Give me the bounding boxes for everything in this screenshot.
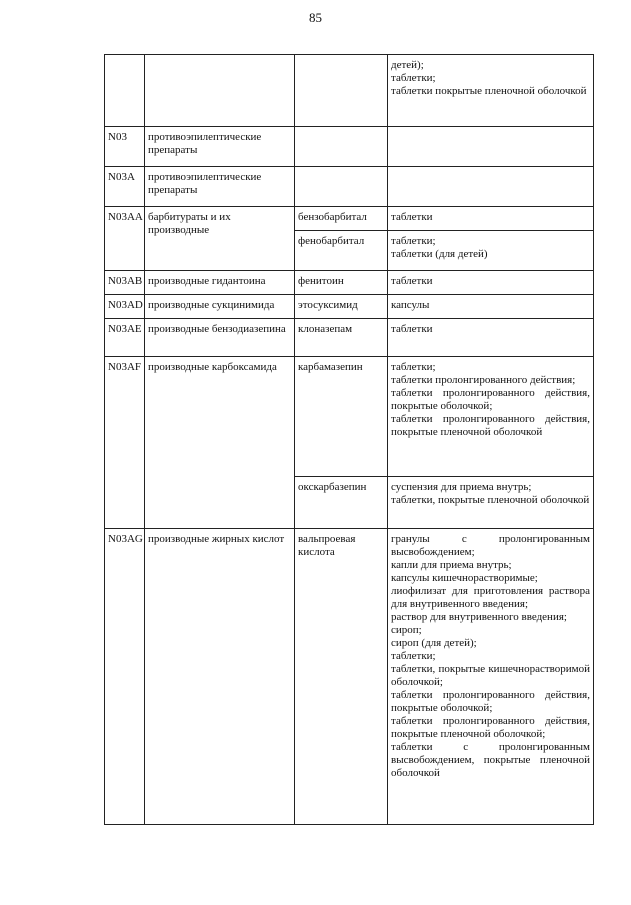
dosage-form: таблетки пролонгированного действия, покрытые оболочкой; <box>391 387 590 412</box>
table-row <box>105 271 594 295</box>
atc-code-cell <box>105 55 145 127</box>
substance-cell: этосуксимид <box>295 295 388 319</box>
dosage-form: таблетки пролонгированного действия, покрытые пленочной оболочкой <box>391 413 590 438</box>
dosage-form: таблетки, покрытые пленочной оболочкой <box>391 494 590 506</box>
dosage-form: капсулы кишечнорастворимые; <box>391 572 538 584</box>
group-cell: противоэпилептические препараты <box>145 167 295 207</box>
group-cell: производные сукцинимида <box>145 295 295 319</box>
dosage-form: таблетки; <box>391 72 436 84</box>
dosage-form: таблетки <box>391 275 433 287</box>
dosage-forms-cell <box>388 271 594 295</box>
dosage-forms-cell <box>388 207 594 231</box>
substance-cell: бензобарбитал <box>295 207 388 231</box>
atc-code-cell: N03A <box>105 167 145 207</box>
table-row <box>105 529 594 825</box>
table-row <box>105 127 594 167</box>
dosage-form: таблетки пролонгированного действия; <box>391 374 576 386</box>
atc-code-cell: N03AF <box>105 357 145 529</box>
group-cell: барбитураты и их производные <box>145 207 295 271</box>
substance-cell <box>295 167 388 207</box>
dosage-form: таблетки с пролонгированным высвобождением, покрытые пленочной оболочкой <box>391 741 590 779</box>
dosage-form: таблетки; <box>391 650 436 662</box>
atc-code-cell: N03 <box>105 127 145 167</box>
group-cell: производные карбоксамида <box>145 357 295 529</box>
dosage-form: детей); <box>391 59 424 71</box>
drug-table <box>104 54 594 825</box>
substance-cell <box>295 127 388 167</box>
dosage-form: таблетки пролонгированного действия, покрытые оболочкой; <box>391 689 590 714</box>
dosage-form: таблетки покрытые пленочной оболочкой <box>391 85 587 97</box>
group-cell <box>145 55 295 127</box>
atc-code-cell: N03AE <box>105 319 145 357</box>
dosage-forms-cell <box>388 127 594 167</box>
atc-code-cell: N03AB <box>105 271 145 295</box>
table-row <box>105 295 594 319</box>
dosage-forms-cell <box>388 477 594 529</box>
atc-code-cell: N03AG <box>105 529 145 825</box>
page-number: 85 <box>309 10 322 25</box>
atc-code-cell: N03AA <box>105 207 145 271</box>
dosage-forms-cell <box>388 167 594 207</box>
dosage-forms-cell <box>388 295 594 319</box>
group-cell: противоэпилептические препараты <box>145 127 295 167</box>
group-cell: производные бензодиазепина <box>145 319 295 357</box>
substance-cell: окскарбазепин <box>295 477 388 529</box>
dosage-forms-cell <box>388 231 594 271</box>
dosage-form: капли для приема внутрь; <box>391 559 512 571</box>
dosage-forms-cell <box>388 357 594 477</box>
substance-cell: фенобарбитал <box>295 231 388 271</box>
dosage-form: таблетки; <box>391 235 436 247</box>
substance-cell: карбамазепин <box>295 357 388 477</box>
dosage-form: таблетки <box>391 323 433 335</box>
atc-code-cell: N03AD <box>105 295 145 319</box>
dosage-form: раствор для внутривенного введения; <box>391 611 567 623</box>
table-row <box>105 55 594 127</box>
dosage-form: таблетки; <box>391 361 436 373</box>
group-cell: производные гидантоина <box>145 271 295 295</box>
substance-cell <box>295 55 388 127</box>
dosage-form: сироп; <box>391 624 422 636</box>
substance-cell: вальпроевая кислота <box>295 529 388 825</box>
dosage-forms-cell <box>388 529 594 825</box>
dosage-form: сироп (для детей); <box>391 637 477 649</box>
table-row <box>105 207 594 231</box>
table-row <box>105 167 594 207</box>
dosage-form: таблетки <box>391 211 433 223</box>
dosage-form: таблетки, покрытые кишечнорастворимой оболочкой; <box>391 663 590 688</box>
group-cell: производные жирных кислот <box>145 529 295 825</box>
substance-cell: фенитоин <box>295 271 388 295</box>
dosage-form: таблетки (для детей) <box>391 248 488 260</box>
dosage-forms-cell <box>388 55 594 127</box>
table-row <box>105 357 594 477</box>
table-row <box>105 319 594 357</box>
dosage-form: таблетки пролонгированного действия, покрытые пленочной оболочкой; <box>391 715 590 740</box>
dosage-forms-cell <box>388 319 594 357</box>
dosage-form: суспензия для приема внутрь; <box>391 481 532 493</box>
dosage-form: капсулы <box>391 299 430 311</box>
substance-cell: клоназепам <box>295 319 388 357</box>
dosage-form: гранулы с пролонгированным высвобождением; <box>391 533 590 558</box>
dosage-form: лиофилизат для приготовления раствора для внутривенного введения; <box>391 585 590 610</box>
